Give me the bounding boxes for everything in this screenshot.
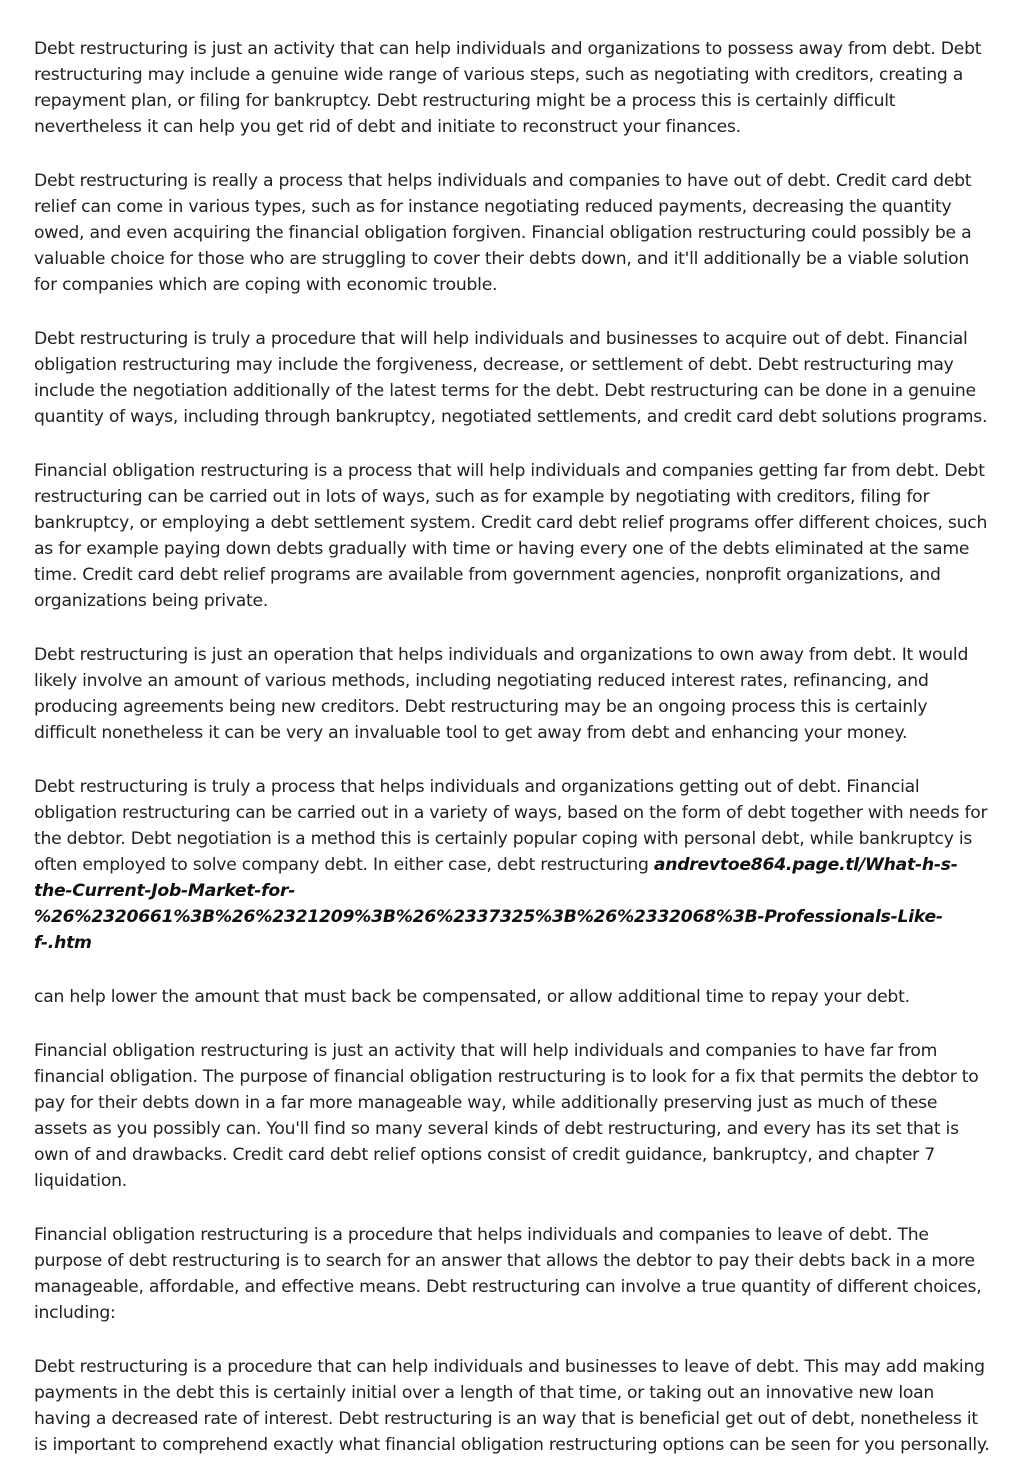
paragraph-3: Debt restructuring is truly a procedure that will help individuals and businesses to acquire out of debt. Financial obligation restructuring may include the forgiveness, decrease, or settlement of debt. Debt restructuring may include the negotiation additionally of the latest terms for the debt. Debt restructuring can be done in a genuine quantity of ways, including through bankruptcy, negotiated settlements, and credit card debt solutions programs.: [34, 329, 988, 427]
paragraph-7: can help lower the amount that must back be compensated, or allow additional time to repay your debt.: [34, 987, 910, 1007]
paragraph-6: [34, 774, 994, 956]
article-link[interactable]: andrevtoe864.page.tl/What-h-s-the-Current-Job-Market-for-%26%2320661%3B%26%2321209%3B%26%2337325%3B%26%2332068%3B-Professionals-Like-f-.htm: [34, 855, 958, 953]
paragraph-5: Debt restructuring is just an operation that helps individuals and organizations to own away from debt. It would likely involve an amount of various methods, including negotiating reduced interest rates, refinancing, and producing agreements being new creditors. Debt restructuring may be an ongoing process this is certainly difficult nonetheless it can be very an invaluable tool to get away from debt and enhancing your money.: [34, 645, 969, 743]
paragraph-9: Financial obligation restructuring is a procedure that helps individuals and companies to leave of debt. The purpose of debt restructuring is to search for an answer that allows the debtor to pay their debts back in a more manageable, affordable, and effective means. Debt restructuring can involve a true quantity of different choices, including:: [34, 1225, 982, 1323]
paragraph-6-text: Debt restructuring is truly a process that helps individuals and organizations getting out of debt. Financial obligation restructuring can be carried out in a variety of ways, based on the form of debt together with needs for the debtor. Debt negotiation is a method this is certainly popular coping with personal debt, while bankruptcy is often employed to solve company debt. In either case, debt restructuring: [34, 777, 988, 875]
paragraph-10: Debt restructuring is a procedure that can help individuals and businesses to leave of debt. This may add making payments in the debt this is certainly initial over a length of that time, or taking out an innovative new loan having a decreased rate of interest. Debt restructuring is an way that is beneficial get out of debt, nonetheless it is important to comprehend exactly what financial obligation restructuring options can be seen for you personally.: [34, 1357, 990, 1455]
paragraph-8: Financial obligation restructuring is just an activity that will help individuals and companies to have far from financial obligation. The purpose of financial obligation restructuring is to look for a fix that permits the debtor to pay for their debts down in a far more manageable way, while additionally preserving just as much of these assets as you possibly can. You'll find so many several kinds of debt restructuring, and every has its set that is own of and drawbacks. Credit card debt relief options consist of credit guidance, bankruptcy, and chapter 7 liquidation.: [34, 1041, 979, 1191]
paragraph-1: Debt restructuring is just an activity that can help individuals and organizations to possess away from debt. Debt restructuring may include a genuine wide range of various steps, such as negotiating with creditors, creating a repayment plan, or filing for bankruptcy. Debt restructuring might be a process this is certainly difficult nevertheless it can help you get rid of debt and initiate to reconstruct your finances.: [34, 39, 982, 137]
paragraph-2: Debt restructuring is really a process that helps individuals and companies to have out of debt. Credit card debt relief can come in various types, such as for instance negotiating reduced payments, decreasing the quantity owed, and even acquiring the financial obligation forgiven. Financial obligation restructuring could possibly be a valuable choice for those who are struggling to cover their debts down, and it'll additionally be a viable solution for companies which are coping with economic trouble.: [34, 171, 972, 295]
paragraph-4: Financial obligation restructuring is a process that will help individuals and companies getting far from debt. Debt restructuring can be carried out in lots of ways, such as for example by negotiating with creditors, filing for bankruptcy, or employing a debt settlement system. Credit card debt relief programs offer different choices, such as for example paying down debts gradually with time or having every one of the debts eliminated at the same time. Credit card debt relief programs are available from government agencies, nonprofit organizations, and organizations being private.: [34, 461, 988, 611]
